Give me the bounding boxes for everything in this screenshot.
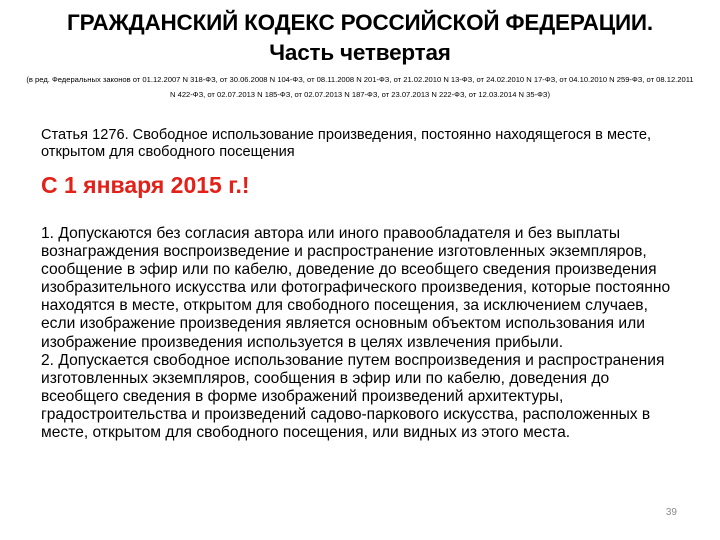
amendments-note: (в ред. Федеральных законов от 01.12.2007 N 318-ФЗ, от 30.06.2008 N 104-ФЗ, от 08.11.2008 N 201-ФЗ, от 21.02.2010 N 13-ФЗ, от 24.02.2010 N 17-ФЗ, от 04.10.2010 N 259-ФЗ, от 08.12.2011 N 422-ФЗ, от 02.07.2013 N 185-ФЗ, от 02.07.2013 N 187-ФЗ, от 23.07.2013 N 222-ФЗ, от 12.03.2014 N 35-ФЗ) bbox=[26, 75, 694, 99]
paragraph-1: 1. Допускаются без согласия автора или иного правообладателя и без выплаты вознаграждения воспроизведение и распространение изготовленных экземпляров, сообщение в эфир или по кабелю, доведение до всеобщего сведения произведения изобразительного искусства или фотографического произведения, которые постоянно находятся в месте, открытом для свободного посещения, за исключением случаев, если изображение произведения является основным объектом использования или изображение произведения используется в целях извлечения прибыли. bbox=[41, 225, 671, 351]
document-title bbox=[0, 8, 720, 68]
article-body bbox=[41, 225, 676, 442]
page-number: 39 bbox=[665, 507, 677, 518]
paragraph-2: 2. Допускается свободное использование путем воспроизведения и распространения изготовленных экземпляров, сообщения в эфир или по кабелю, доведения до всеобщего сведения в форме изображений произведений архитектуры, градостроительства и произведений садово-паркового искусства, расположенных в месте, открытом для свободного посещения, или видных из этого места. bbox=[41, 351, 665, 442]
effective-date-highlight: С 1 января 2015 г.! bbox=[41, 172, 250, 198]
title-line-1: ГРАЖДАНСКИЙ КОДЕКС РОССИЙСКОЙ ФЕДЕРАЦИИ. bbox=[67, 10, 653, 35]
article-heading: Статья 1276. Свободное использование произведения, постоянно находящегося в месте, открытом для свободного посещения bbox=[41, 127, 652, 160]
title-line-2: Часть четвертая bbox=[269, 40, 451, 65]
